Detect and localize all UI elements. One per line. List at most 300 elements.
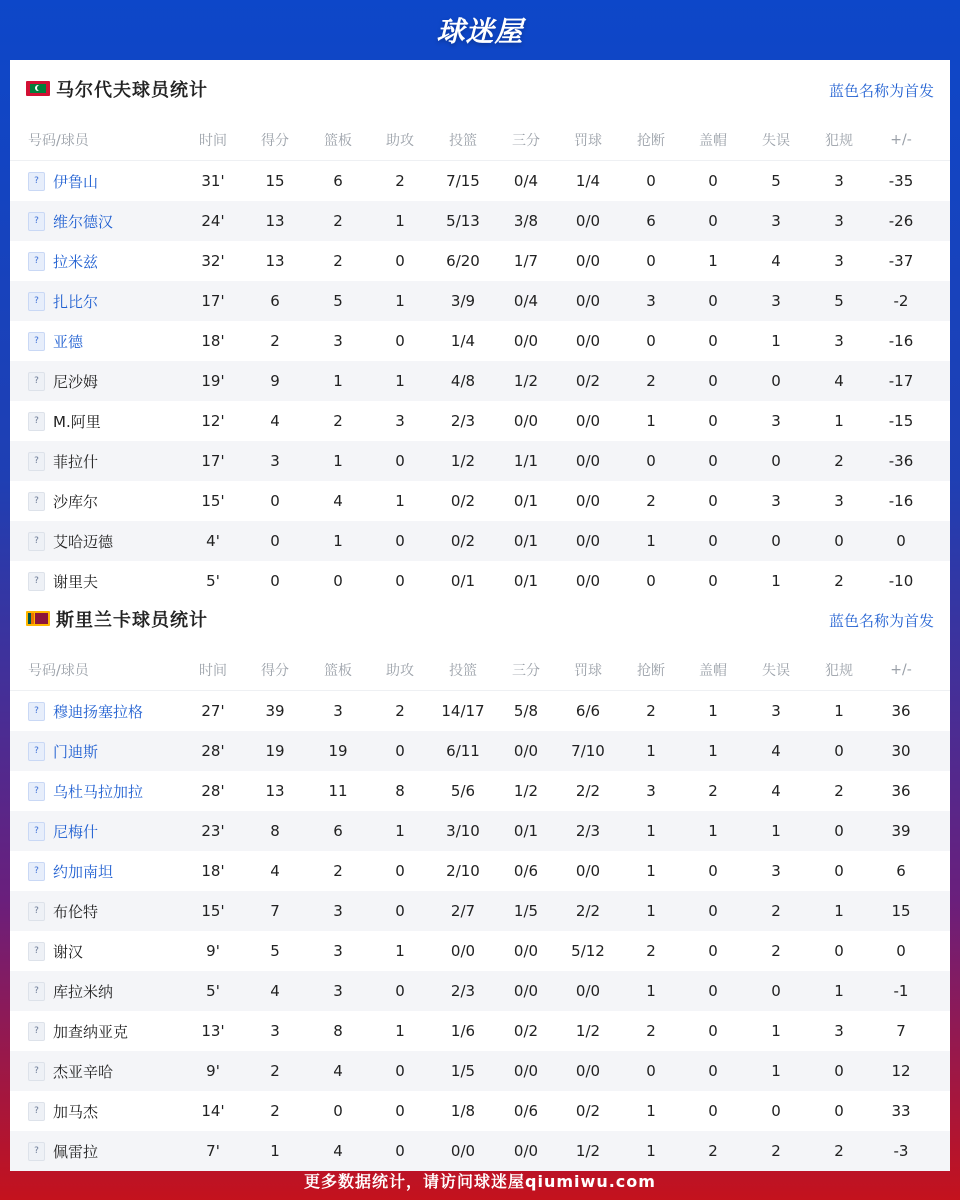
section-header bbox=[10, 590, 950, 650]
player-row[interactable] bbox=[10, 731, 950, 771]
stat-cell: 4 bbox=[771, 782, 781, 800]
stat-cell: 15' bbox=[201, 492, 225, 510]
stat-cell: 1 bbox=[395, 1022, 405, 1040]
column-header: 盖帽 bbox=[699, 663, 727, 679]
stat-cell: 1/2 bbox=[575, 1022, 601, 1040]
player-row[interactable] bbox=[10, 281, 950, 321]
stat-cell: 1 bbox=[708, 702, 718, 720]
stat-cell: 28' bbox=[201, 782, 225, 800]
player-name-cell[interactable] bbox=[28, 201, 113, 241]
column-header: 犯规 bbox=[825, 133, 853, 149]
player-name-cell bbox=[28, 441, 98, 481]
stat-cell: 0 bbox=[395, 452, 405, 470]
stat-cell: 1 bbox=[270, 1142, 280, 1160]
stat-cell: 0/0 bbox=[513, 412, 539, 430]
stat-cell: 13' bbox=[201, 1022, 225, 1040]
stat-cell: -16 bbox=[888, 492, 914, 510]
stat-cell: 5 bbox=[771, 172, 781, 190]
stat-cell: 1 bbox=[834, 982, 844, 1000]
stat-cell: 3 bbox=[646, 292, 656, 310]
player-name-cell[interactable] bbox=[28, 731, 98, 771]
stat-cell: 0/1 bbox=[513, 532, 539, 550]
player-avatar-icon: ? bbox=[28, 492, 45, 511]
stat-cell: 6/20 bbox=[446, 252, 480, 270]
stat-cell: 0 bbox=[708, 942, 718, 960]
stat-cell: -35 bbox=[888, 172, 914, 190]
stat-cell: 4 bbox=[333, 1142, 343, 1160]
stat-cell: 0 bbox=[708, 1022, 718, 1040]
stat-cell: 0 bbox=[834, 862, 844, 880]
stat-cell: 4' bbox=[206, 532, 220, 550]
player-avatar-icon: ? bbox=[28, 1142, 45, 1161]
stat-cell: 0/0 bbox=[575, 292, 601, 310]
player-avatar-icon: ? bbox=[28, 742, 45, 761]
column-header: 投篮 bbox=[449, 663, 477, 679]
player-avatar-icon: ? bbox=[28, 412, 45, 431]
stat-cell: 0/1 bbox=[513, 492, 539, 510]
player-avatar-icon: ? bbox=[28, 982, 45, 1001]
stat-cell: 1 bbox=[646, 1142, 656, 1160]
stat-cell: 1/6 bbox=[450, 1022, 476, 1040]
stat-cell: -37 bbox=[888, 252, 914, 270]
stat-cell: 1 bbox=[771, 822, 781, 840]
stat-cell: 15 bbox=[891, 902, 911, 920]
stat-cell: 0/2 bbox=[450, 492, 476, 510]
starter-legend-note: 蓝色名称为首发 bbox=[828, 612, 934, 630]
stat-cell: -3 bbox=[893, 1142, 909, 1160]
stat-cell: 27' bbox=[201, 702, 225, 720]
stat-cell: 0/0 bbox=[575, 1062, 601, 1080]
stat-cell: 2 bbox=[834, 782, 844, 800]
column-header: 失误 bbox=[762, 663, 790, 679]
stat-cell: 0/1 bbox=[513, 822, 539, 840]
stat-cell: 0 bbox=[646, 452, 656, 470]
stat-cell: 1 bbox=[646, 862, 656, 880]
stat-cell: 2 bbox=[834, 572, 844, 590]
stat-cell: 11 bbox=[328, 782, 348, 800]
stat-cell: 6 bbox=[333, 822, 343, 840]
stat-cell: -10 bbox=[888, 572, 914, 590]
stat-cell: 2/3 bbox=[575, 822, 601, 840]
player-name-cell bbox=[28, 1091, 98, 1131]
stat-cell: 8 bbox=[270, 822, 280, 840]
player-name: 杰亚辛哈 bbox=[53, 1062, 114, 1081]
stat-cell: 0 bbox=[646, 332, 656, 350]
stat-cell: 7 bbox=[896, 1022, 906, 1040]
stat-cell: 0 bbox=[395, 532, 405, 550]
stats-panel bbox=[10, 60, 950, 1160]
maldives-flag bbox=[26, 81, 50, 96]
stat-cell: 36 bbox=[891, 782, 911, 800]
stat-cell: 0/0 bbox=[513, 1062, 539, 1080]
player-row[interactable] bbox=[10, 851, 950, 891]
stat-cell: 19 bbox=[328, 742, 348, 760]
stat-cell: 2 bbox=[270, 1102, 280, 1120]
player-row[interactable] bbox=[10, 161, 950, 201]
stat-cell: 2 bbox=[771, 942, 781, 960]
player-avatar-icon: ? bbox=[28, 822, 45, 841]
stat-cell: 0 bbox=[270, 572, 280, 590]
stat-cell: 1 bbox=[646, 742, 656, 760]
player-row[interactable] bbox=[10, 1011, 950, 1051]
stat-cell: -1 bbox=[893, 982, 909, 1000]
column-header: 篮板 bbox=[324, 663, 352, 679]
player-name: 伊鲁山 bbox=[53, 172, 99, 191]
stat-cell: 3 bbox=[270, 1022, 280, 1040]
stat-cell: 0/0 bbox=[575, 572, 601, 590]
column-header: 助攻 bbox=[386, 133, 414, 149]
stat-cell: 0 bbox=[708, 292, 718, 310]
stat-cell: 5' bbox=[206, 982, 220, 1000]
player-row[interactable] bbox=[10, 691, 950, 731]
stat-cell: 0 bbox=[395, 742, 405, 760]
stat-cell: 15' bbox=[201, 902, 225, 920]
stat-cell: 17' bbox=[201, 452, 225, 470]
stat-cell: 1 bbox=[771, 572, 781, 590]
stat-cell: 0/2 bbox=[575, 1102, 601, 1120]
player-name-cell[interactable] bbox=[28, 321, 83, 361]
player-avatar-icon: ? bbox=[28, 1062, 45, 1081]
column-header: 犯规 bbox=[825, 663, 853, 679]
stat-cell: 2 bbox=[834, 452, 844, 470]
stat-cell: 1/2 bbox=[513, 372, 539, 390]
stat-cell: 0 bbox=[395, 252, 405, 270]
stat-cell: 2/3 bbox=[450, 412, 476, 430]
stat-cell: 0 bbox=[834, 742, 844, 760]
stat-cell: 0 bbox=[771, 452, 781, 470]
stat-cell: 1 bbox=[395, 492, 405, 510]
stat-cell: 3 bbox=[834, 332, 844, 350]
player-name: 谢里夫 bbox=[53, 572, 99, 591]
stat-cell: 1 bbox=[333, 452, 343, 470]
player-name-cell bbox=[28, 971, 113, 1011]
stat-cell: 1/1 bbox=[513, 452, 539, 470]
stat-cell: 4 bbox=[270, 412, 280, 430]
stat-cell: 0 bbox=[270, 492, 280, 510]
stat-cell: 3 bbox=[834, 212, 844, 230]
player-row[interactable] bbox=[10, 891, 950, 931]
stat-cell: 0/6 bbox=[513, 862, 539, 880]
player-name-cell[interactable] bbox=[28, 281, 98, 321]
stat-cell: 4 bbox=[771, 252, 781, 270]
stat-cell: 0/0 bbox=[575, 982, 601, 1000]
player-name-cell[interactable] bbox=[28, 161, 98, 201]
player-name: 佩雷拉 bbox=[53, 1142, 99, 1161]
stat-cell: 0 bbox=[834, 532, 844, 550]
player-name: 乌杜马拉加拉 bbox=[53, 782, 144, 801]
stat-cell: 5 bbox=[270, 942, 280, 960]
player-name-cell bbox=[28, 401, 101, 441]
player-name-cell bbox=[28, 361, 98, 401]
player-row[interactable] bbox=[10, 481, 950, 521]
stat-cell: 0 bbox=[395, 1142, 405, 1160]
stat-cell: 1 bbox=[395, 292, 405, 310]
stat-cell: 0 bbox=[646, 172, 656, 190]
player-row[interactable] bbox=[10, 1091, 950, 1131]
player-name: 尼梅什 bbox=[53, 822, 99, 841]
stat-cell: 2 bbox=[834, 1142, 844, 1160]
stat-cell: 0/0 bbox=[575, 452, 601, 470]
column-header: 篮板 bbox=[324, 133, 352, 149]
player-name-cell[interactable] bbox=[28, 811, 98, 851]
stat-cell: 0 bbox=[646, 1062, 656, 1080]
stat-cell: 1 bbox=[834, 902, 844, 920]
stat-cell: 1/7 bbox=[513, 252, 539, 270]
stat-cell: 2 bbox=[270, 332, 280, 350]
player-name-cell bbox=[28, 1051, 113, 1091]
column-header: 罚球 bbox=[574, 133, 602, 149]
brand-logo-text: 球迷屋 bbox=[436, 15, 524, 48]
stat-cell: 1 bbox=[333, 532, 343, 550]
column-header: 三分 bbox=[512, 663, 540, 679]
stat-cell: 9 bbox=[270, 372, 280, 390]
stat-cell: 0 bbox=[708, 572, 718, 590]
stat-cell: -17 bbox=[888, 372, 914, 390]
stat-cell: 0/0 bbox=[513, 742, 539, 760]
stat-cell: 6 bbox=[646, 212, 656, 230]
stat-cell: 1 bbox=[395, 822, 405, 840]
stat-cell: 1/2 bbox=[450, 452, 476, 470]
stat-cell: 18' bbox=[201, 862, 225, 880]
stat-cell: -15 bbox=[888, 412, 914, 430]
stat-cell: 3 bbox=[771, 702, 781, 720]
stat-cell: 23' bbox=[201, 822, 225, 840]
stat-cell: 2 bbox=[646, 1022, 656, 1040]
player-row[interactable] bbox=[10, 241, 950, 281]
stat-cell: 2 bbox=[395, 172, 405, 190]
stat-cell: 1/4 bbox=[575, 172, 601, 190]
stat-cell: 17' bbox=[201, 292, 225, 310]
player-avatar-icon: ? bbox=[28, 702, 45, 721]
stat-cell: 1/8 bbox=[450, 1102, 476, 1120]
stat-cell: 14/17 bbox=[441, 702, 485, 720]
stat-cell: 0 bbox=[395, 332, 405, 350]
player-avatar-icon: ? bbox=[28, 252, 45, 271]
stat-cell: 1/2 bbox=[513, 782, 539, 800]
stat-cell: 1/5 bbox=[450, 1062, 476, 1080]
stat-cell: 5' bbox=[206, 572, 220, 590]
stat-cell: 14' bbox=[201, 1102, 225, 1120]
stat-cell: 5/12 bbox=[571, 942, 605, 960]
stat-cell: 0/0 bbox=[513, 332, 539, 350]
stat-cell: 3 bbox=[646, 782, 656, 800]
stat-cell: 0 bbox=[270, 532, 280, 550]
column-header: +/- bbox=[890, 662, 912, 678]
stat-cell: 3/9 bbox=[450, 292, 476, 310]
player-avatar-icon: ? bbox=[28, 372, 45, 391]
stat-cell: 1 bbox=[708, 742, 718, 760]
stat-cell: 0/4 bbox=[513, 172, 539, 190]
stat-cell: 6/11 bbox=[446, 742, 480, 760]
player-name-cell bbox=[28, 481, 98, 521]
player-name: 谢汉 bbox=[53, 942, 84, 961]
stat-cell: 0 bbox=[708, 212, 718, 230]
player-row[interactable] bbox=[10, 521, 950, 561]
stat-cell: 0 bbox=[395, 862, 405, 880]
stat-cell: 12 bbox=[891, 1062, 911, 1080]
player-row[interactable] bbox=[10, 201, 950, 241]
stat-cell: 2 bbox=[708, 782, 718, 800]
stat-cell: 3 bbox=[333, 702, 343, 720]
stat-cell: 2/10 bbox=[446, 862, 480, 880]
stat-cell: 3 bbox=[270, 452, 280, 470]
stat-cell: 1/4 bbox=[450, 332, 476, 350]
stat-cell: 3 bbox=[834, 1022, 844, 1040]
stat-cell: 6 bbox=[333, 172, 343, 190]
stat-cell: 2 bbox=[771, 902, 781, 920]
player-name-cell[interactable] bbox=[28, 241, 98, 281]
stat-cell: 0 bbox=[646, 572, 656, 590]
column-header: 号码/球员 bbox=[28, 133, 89, 149]
stat-cell: 3/8 bbox=[513, 212, 539, 230]
player-row[interactable] bbox=[10, 321, 950, 361]
player-avatar-icon: ? bbox=[28, 942, 45, 961]
stat-cell: 12' bbox=[201, 412, 225, 430]
stat-cell: 4 bbox=[333, 492, 343, 510]
stat-cell: 0 bbox=[771, 372, 781, 390]
stat-cell: 6 bbox=[896, 862, 906, 880]
stat-cell: 1 bbox=[771, 332, 781, 350]
stat-cell: 2 bbox=[395, 702, 405, 720]
player-avatar-icon: ? bbox=[28, 172, 45, 191]
stat-cell: 0 bbox=[834, 1102, 844, 1120]
stat-cell: 2 bbox=[646, 492, 656, 510]
player-name: 门迪斯 bbox=[53, 742, 99, 761]
stat-cell: -16 bbox=[888, 332, 914, 350]
stat-cell: 0/1 bbox=[513, 572, 539, 590]
player-avatar-icon: ? bbox=[28, 902, 45, 921]
stat-cell: 0/0 bbox=[513, 982, 539, 1000]
column-header: 得分 bbox=[261, 663, 289, 679]
stat-cell: 39 bbox=[891, 822, 911, 840]
stat-cell: -36 bbox=[888, 452, 914, 470]
player-row[interactable] bbox=[10, 441, 950, 481]
stat-cell: 0/0 bbox=[575, 412, 601, 430]
stat-cell: 2/2 bbox=[575, 782, 601, 800]
stat-cell: 3 bbox=[333, 982, 343, 1000]
player-name: 尼沙姆 bbox=[53, 372, 99, 391]
stat-cell: 0/6 bbox=[513, 1102, 539, 1120]
player-name-cell[interactable] bbox=[28, 691, 143, 731]
stat-cell: 0 bbox=[834, 822, 844, 840]
stat-cell: 0 bbox=[708, 532, 718, 550]
stat-cell: 0/2 bbox=[450, 532, 476, 550]
stat-cell: -2 bbox=[893, 292, 909, 310]
stat-cell: 1 bbox=[834, 702, 844, 720]
stat-cell: 19 bbox=[265, 742, 285, 760]
player-row[interactable] bbox=[10, 771, 950, 811]
stat-cell: 3 bbox=[771, 492, 781, 510]
stat-cell: 2/7 bbox=[450, 902, 476, 920]
stat-cell: 4 bbox=[270, 982, 280, 1000]
column-header: 得分 bbox=[261, 133, 289, 149]
stat-cell: 1 bbox=[395, 942, 405, 960]
player-avatar-icon: ? bbox=[28, 1022, 45, 1041]
stat-cell: 0 bbox=[333, 572, 343, 590]
stat-cell: 4 bbox=[771, 742, 781, 760]
stat-cell: 1 bbox=[333, 372, 343, 390]
stat-cell: 1 bbox=[646, 822, 656, 840]
stat-cell: 1 bbox=[395, 212, 405, 230]
player-avatar-icon: ? bbox=[28, 1102, 45, 1121]
stat-cell: 7/15 bbox=[446, 172, 480, 190]
player-row[interactable] bbox=[10, 401, 950, 441]
player-name-cell[interactable] bbox=[28, 771, 143, 811]
stat-cell: 0 bbox=[896, 942, 906, 960]
stat-cell: 3 bbox=[771, 862, 781, 880]
player-name: 库拉米纳 bbox=[53, 982, 114, 1001]
stat-cell: 3 bbox=[834, 492, 844, 510]
column-header: 抢断 bbox=[637, 133, 665, 149]
column-header: 抢断 bbox=[637, 663, 665, 679]
stat-cell: 3 bbox=[333, 332, 343, 350]
stat-cell: 15 bbox=[265, 172, 285, 190]
stat-cell: 0 bbox=[834, 942, 844, 960]
stat-cell: 19' bbox=[201, 372, 225, 390]
stat-cell: 1 bbox=[708, 822, 718, 840]
player-name-cell bbox=[28, 521, 113, 561]
column-header: 投篮 bbox=[449, 133, 477, 149]
stat-cell: 4/8 bbox=[450, 372, 476, 390]
stat-cell: 30 bbox=[891, 742, 911, 760]
stat-cell: 3 bbox=[333, 902, 343, 920]
player-name: 穆迪扬塞拉格 bbox=[53, 702, 144, 721]
stat-cell: 24' bbox=[201, 212, 225, 230]
stat-cell: 1 bbox=[646, 1102, 656, 1120]
player-row[interactable] bbox=[10, 361, 950, 401]
stat-cell: 3/10 bbox=[446, 822, 480, 840]
column-header: 时间 bbox=[199, 133, 227, 149]
column-header-row bbox=[10, 120, 950, 161]
stat-cell: 0 bbox=[646, 252, 656, 270]
stat-cell: 8 bbox=[333, 1022, 343, 1040]
stat-cell: 4 bbox=[834, 372, 844, 390]
column-header-row bbox=[10, 650, 950, 691]
stat-cell: 0 bbox=[708, 412, 718, 430]
player-row[interactable] bbox=[10, 931, 950, 971]
player-name-cell[interactable] bbox=[28, 851, 113, 891]
player-name: 扎比尔 bbox=[53, 292, 99, 311]
player-row[interactable] bbox=[10, 1051, 950, 1091]
stat-cell: 2/2 bbox=[575, 902, 601, 920]
starter-legend-note: 蓝色名称为首发 bbox=[828, 82, 934, 100]
player-avatar-icon: ? bbox=[28, 292, 45, 311]
stat-cell: 2 bbox=[333, 412, 343, 430]
stat-cell: 39 bbox=[265, 702, 285, 720]
player-row[interactable] bbox=[10, 971, 950, 1011]
column-header: 时间 bbox=[199, 663, 227, 679]
stat-cell: 4 bbox=[333, 1062, 343, 1080]
player-name-cell bbox=[28, 1011, 128, 1051]
player-name: 拉米兹 bbox=[53, 252, 99, 271]
footer-banner[interactable] bbox=[0, 1160, 960, 1200]
stat-cell: 5/8 bbox=[513, 702, 539, 720]
player-avatar-icon: ? bbox=[28, 532, 45, 551]
stat-cell: 33 bbox=[891, 1102, 911, 1120]
stat-cell: 1 bbox=[646, 532, 656, 550]
player-row[interactable] bbox=[10, 811, 950, 851]
stat-cell: 8 bbox=[395, 782, 405, 800]
stat-cell: -26 bbox=[888, 212, 914, 230]
stat-cell: 5/6 bbox=[450, 782, 476, 800]
stat-cell: 1 bbox=[646, 412, 656, 430]
stat-cell: 0 bbox=[708, 492, 718, 510]
stat-cell: 2 bbox=[646, 942, 656, 960]
player-name: 布伦特 bbox=[53, 902, 99, 921]
stat-cell: 0/0 bbox=[575, 862, 601, 880]
stat-cell: 0/0 bbox=[513, 942, 539, 960]
player-name: 沙库尔 bbox=[53, 492, 99, 511]
